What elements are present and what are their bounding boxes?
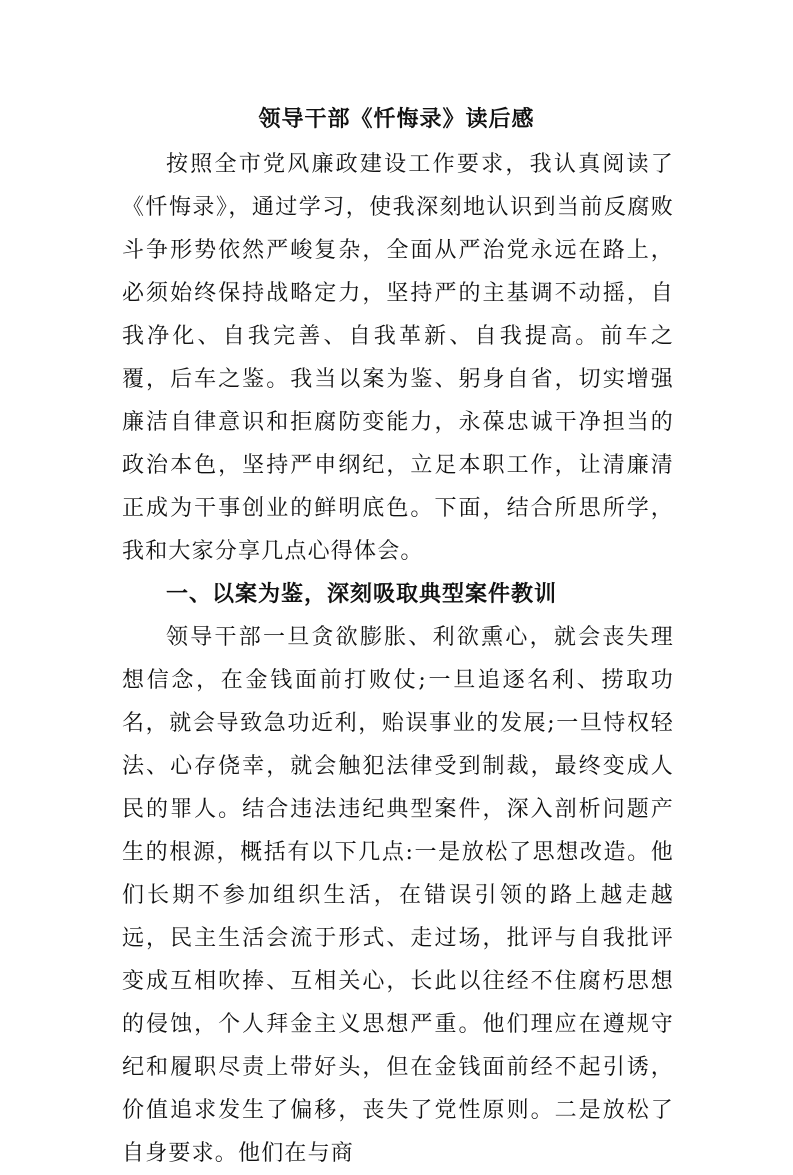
- paragraph-section-1: 领导干部一旦贪欲膨胀、利欲熏心，就会丧失理想信念，在金钱面前打败仗;一旦追逐名利、捞取功名，就会导致急功近利，贻误事业的发展;一旦恃权轻法、心存侥幸，就会触犯法律受到制裁，最终变成人民的罪人。结合违法违纪典型案件，深入剖析问题产生的根源，概括有以下几点:一是放松了思想改造。他们长期不参加组织生活，在错误引领的路上越走越远，民主生活会流于形式、走过场，批评与自我批评变成互相吹捧、互相关心，长此以往经不住腐朽思想的侵蚀，个人拜金主义思想严重。他们理应在遵规守纪和履职尽责上带好头，但在金钱面前经不起引诱，价值追求发生了偏移，丧失了党性原则。二是放松了自身要求。他们在与商: [122, 625, 674, 1166]
- paragraph-intro: 按照全市党风廉政建设工作要求，我认真阅读了《忏悔录》，通过学习，使我深刻地认识到当前反腐败斗争形势依然严峻复杂，全面从严治党永远在路上，必须始终保持战略定力，坚持严的主基调不动摇，自我净化、自我完善、自我革新、自我提高。前车之覆，后车之鉴。我当以案为鉴、躬身自省，切实增强廉洁自律意识和拒腐防变能力，永葆忠诚干净担当的政治本色，坚持严申纲纪，立足本职工作，让清廉清正成为干事创业的鲜明底色。下面，结合所思所学，我和大家分享几点心得体会。: [122, 152, 674, 564]
- section-heading-1: 一、以案为鉴，深刻吸取典型案件教训: [166, 581, 558, 607]
- document-title: 领导干部《忏悔录》读后感: [258, 106, 535, 132]
- document-body: [122, 143, 674, 1175]
